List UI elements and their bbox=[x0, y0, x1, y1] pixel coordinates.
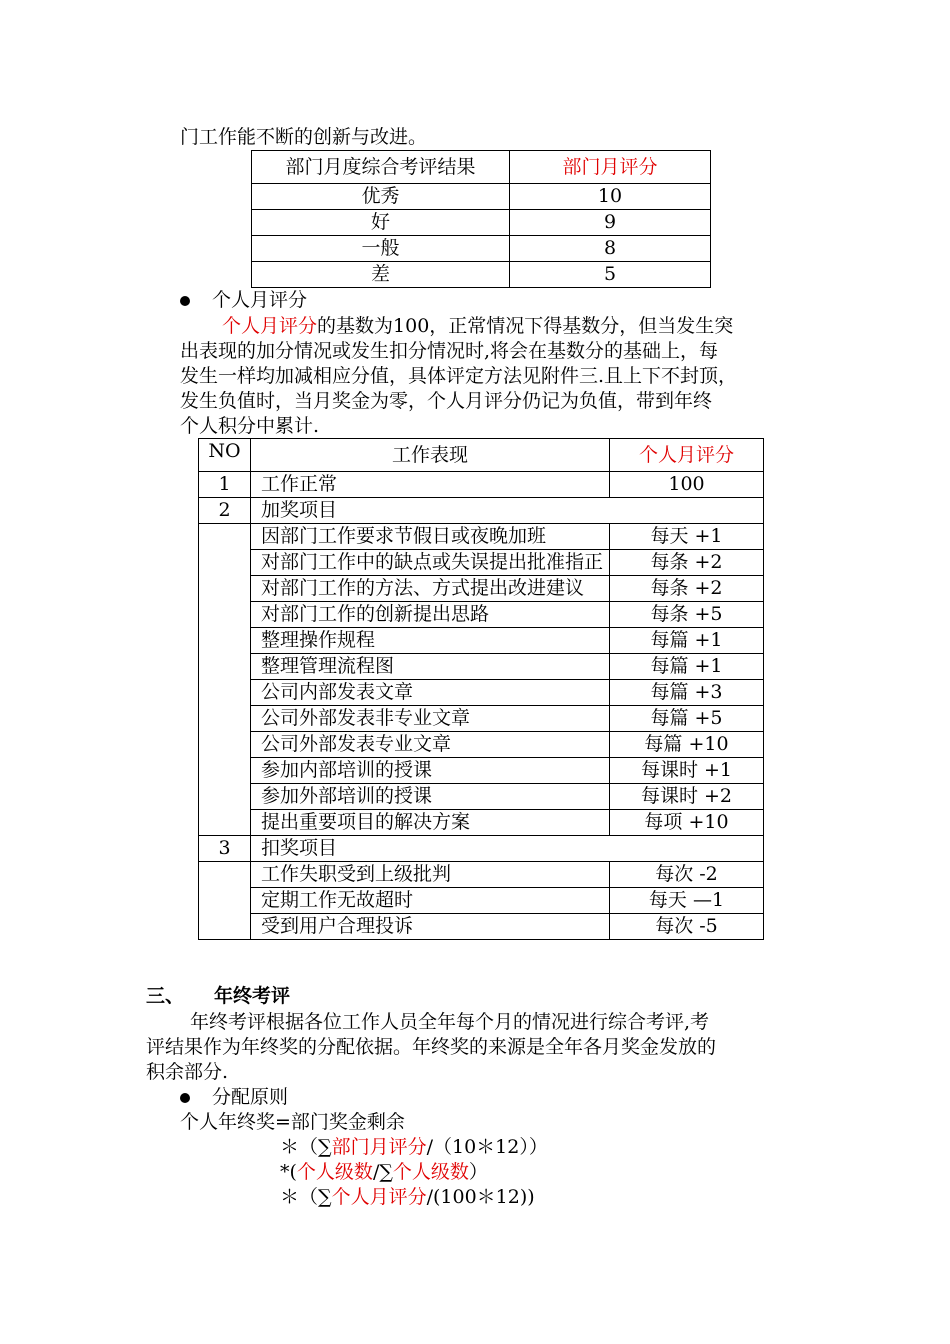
dept-row-score: 9 bbox=[510, 210, 711, 236]
row-score: 100 bbox=[610, 472, 764, 498]
bonus-item: 公司外部发表非专业文章 bbox=[251, 706, 610, 732]
penalty-item: 受到用户合理投诉 bbox=[251, 914, 610, 940]
bullet-personal-score bbox=[180, 287, 307, 313]
formula-text: ＊（∑ bbox=[280, 1136, 332, 1158]
bonus-score: 每条 +5 bbox=[610, 602, 764, 628]
formula-text: *( bbox=[280, 1161, 297, 1183]
year-end-para-line3: 积余部分. bbox=[146, 1061, 229, 1083]
bonus-item: 因部门工作要求节假日或夜晚加班 bbox=[251, 524, 610, 550]
formula-text: /(100＊12)) bbox=[426, 1186, 535, 1208]
empty-no-cell bbox=[199, 524, 251, 836]
bonus-score: 每项 +10 bbox=[610, 810, 764, 836]
dept-row-grade: 好 bbox=[252, 210, 510, 236]
intro-line: 门工作能不断的创新与改进。 bbox=[180, 126, 428, 148]
bonus-score: 每条 +2 bbox=[610, 576, 764, 602]
formula-line2 bbox=[280, 1134, 548, 1160]
dept-row-score: 10 bbox=[510, 184, 711, 210]
penalty-score: 每天 —1 bbox=[610, 888, 764, 914]
row-item: 工作正常 bbox=[251, 472, 610, 498]
highlight-term: 个人月评分 bbox=[222, 315, 318, 337]
personal-para-line2: 出表现的加分情况或发生扣分情况时,将会在基数分的基础上，每 bbox=[180, 340, 719, 362]
bullet-distribution bbox=[180, 1084, 288, 1110]
bonus-item: 公司外部发表专业文章 bbox=[251, 732, 610, 758]
year-end-para-line2: 评结果作为年终奖的分配依据。年终奖的来源是全年各月奖金发放的 bbox=[146, 1036, 717, 1058]
bullet-title: 分配原则 bbox=[212, 1086, 289, 1108]
bonus-score: 每篇 +1 bbox=[610, 628, 764, 654]
penalty-score: 每次 -5 bbox=[610, 914, 764, 940]
bonus-item: 参加内部培训的授课 bbox=[251, 758, 610, 784]
section-heading bbox=[146, 983, 290, 1009]
bonus-item: 整理操作规程 bbox=[251, 628, 610, 654]
empty-no-cell bbox=[199, 862, 251, 940]
bonus-score: 每篇 +10 bbox=[610, 732, 764, 758]
formula-highlight: 个人级数 bbox=[296, 1161, 373, 1183]
dept-row-score: 8 bbox=[510, 236, 711, 262]
formula-text: ＊（∑ bbox=[280, 1186, 332, 1208]
bonus-item: 对部门工作的方法、方式提出改进建议 bbox=[251, 576, 610, 602]
formula-line1: 个人年终奖=部门奖金剩余 bbox=[180, 1111, 405, 1133]
row-no: 3 bbox=[199, 836, 251, 862]
bonus-score: 每课时 +1 bbox=[610, 758, 764, 784]
personal-score-table bbox=[198, 438, 764, 940]
personal-para-line5: 个人积分中累计. bbox=[180, 415, 320, 437]
dept-row-grade: 优秀 bbox=[252, 184, 510, 210]
formula-text: /（10＊12）） bbox=[426, 1136, 548, 1158]
personal-para-line3: 发生一样均加减相应分值，具体评定方法见附件三.且上下不封顶， bbox=[180, 365, 738, 387]
heading-number: 三、 bbox=[146, 985, 185, 1007]
formula-line4 bbox=[280, 1184, 535, 1210]
para-text: 的基数为100，正常情况下得基数分，但当发生突 bbox=[317, 315, 734, 337]
section-penalty: 扣奖项目 bbox=[251, 836, 764, 862]
header-no: NO bbox=[199, 439, 251, 472]
header-performance: 工作表现 bbox=[251, 439, 610, 472]
heading-text: 年终考评 bbox=[214, 985, 291, 1007]
bonus-item: 参加外部培训的授课 bbox=[251, 784, 610, 810]
bonus-score: 每篇 +1 bbox=[610, 654, 764, 680]
bonus-score: 每篇 +3 bbox=[610, 680, 764, 706]
bonus-item: 公司内部发表文章 bbox=[251, 680, 610, 706]
dept-row-score: 5 bbox=[510, 262, 711, 288]
row-no: 2 bbox=[199, 498, 251, 524]
formula-line3 bbox=[280, 1159, 488, 1185]
bonus-score: 每篇 +5 bbox=[610, 706, 764, 732]
bonus-item: 提出重要项目的解决方案 bbox=[251, 810, 610, 836]
personal-para-line1 bbox=[222, 313, 733, 339]
bonus-score: 每课时 +2 bbox=[610, 784, 764, 810]
section-bonus: 加奖项目 bbox=[251, 498, 764, 524]
formula-highlight: 部门月评分 bbox=[331, 1136, 427, 1158]
bonus-score: 每天 +1 bbox=[610, 524, 764, 550]
formula-text: /∑ bbox=[372, 1161, 393, 1183]
bonus-item: 整理管理流程图 bbox=[251, 654, 610, 680]
dept-table-header-score: 部门月评分 bbox=[510, 151, 711, 184]
dept-row-grade: 一般 bbox=[252, 236, 510, 262]
bullet-icon bbox=[180, 1093, 190, 1103]
row-no: 1 bbox=[199, 472, 251, 498]
penalty-item: 定期工作无故超时 bbox=[251, 888, 610, 914]
dept-row-grade: 差 bbox=[252, 262, 510, 288]
formula-text: ） bbox=[468, 1161, 488, 1183]
penalty-score: 每次 -2 bbox=[610, 862, 764, 888]
personal-para-line4: 发生负值时，当月奖金为零，个人月评分仍记为负值，带到年终 bbox=[180, 390, 713, 412]
formula-highlight: 个人月评分 bbox=[331, 1186, 427, 1208]
bullet-title: 个人月评分 bbox=[212, 289, 308, 311]
year-end-para-line1: 年终考评根据各位工作人员全年每个月的情况进行综合考评,考 bbox=[190, 1011, 710, 1033]
penalty-item: 工作失职受到上级批判 bbox=[251, 862, 610, 888]
bonus-score: 每条 +2 bbox=[610, 550, 764, 576]
dept-score-table bbox=[251, 150, 711, 288]
bonus-item: 对部门工作中的缺点或失误提出批准指正 bbox=[251, 550, 610, 576]
bullet-icon bbox=[180, 296, 190, 306]
bonus-item: 对部门工作的创新提出思路 bbox=[251, 602, 610, 628]
dept-table-header-result: 部门月度综合考评结果 bbox=[252, 151, 510, 184]
formula-highlight: 个人级数 bbox=[392, 1161, 469, 1183]
header-personal-score: 个人月评分 bbox=[610, 439, 764, 472]
